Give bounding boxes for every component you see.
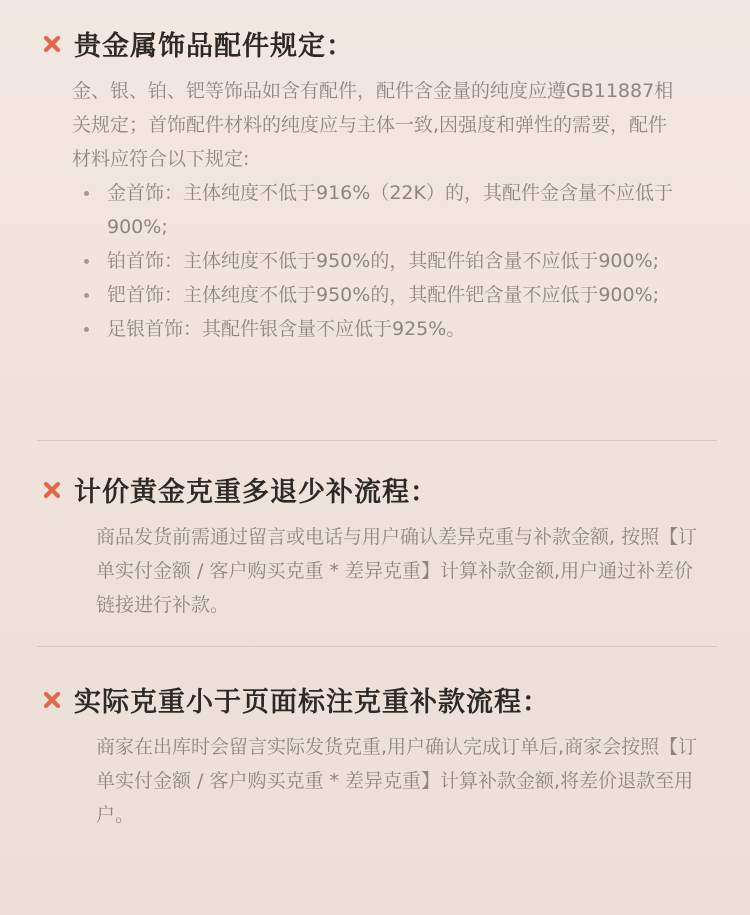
x-icon [42, 480, 62, 500]
list-item: 金首饰：主体纯度不低于916%（22K）的，其配件金含量不应低于900%; [84, 176, 704, 244]
section-heading [42, 470, 438, 509]
list-item: 铂首饰：主体纯度不低于950%的，其配件铂含量不应低于900%; [84, 244, 704, 278]
section-title: 贵金属饰品配件规定： [74, 31, 354, 62]
x-icon [42, 34, 62, 54]
list-item: 钯首饰：主体纯度不低于950%的，其配件钯含量不应低于900%; [84, 278, 704, 312]
bullet-dot [84, 191, 89, 196]
section-title: 计价黄金克重多退少补流程： [74, 477, 438, 508]
section-paragraph: 金、银、铂、钯等饰品如含有配件，配件含金量的纯度应遵GB11887相关规定；首饰配件材料的纯度应与主体一致,因强度和弹性的需要，配件材料应符合以下规定: [72, 80, 674, 170]
bullet-dot [84, 293, 89, 298]
bullet-list [84, 176, 704, 346]
list-item: 足银首饰：其配件银含量不应低于925%。 [84, 312, 704, 346]
section-divider [37, 440, 717, 441]
bullet-dot [84, 327, 89, 332]
section-heading [42, 680, 550, 719]
section-title: 实际克重小于页面标注克重补款流程： [74, 687, 550, 718]
section-paragraph: 商家在出库时会留言实际发货克重,用户确认完成订单后,商家会按照【订单实付金额 / 客户购买克重 * 差异克重】计算补款金额,将差价退款至用户。 [96, 736, 698, 826]
section-divider [37, 646, 717, 647]
x-icon [42, 690, 62, 710]
section-heading [42, 24, 354, 63]
bullet-dot [84, 259, 89, 264]
section-paragraph: 商品发货前需通过留言或电话与用户确认差异克重与补款金额, 按照【订单实付金额 / 客户购买克重 * 差异克重】计算补款金额,用户通过补差价链接进行补款。 [96, 526, 698, 616]
